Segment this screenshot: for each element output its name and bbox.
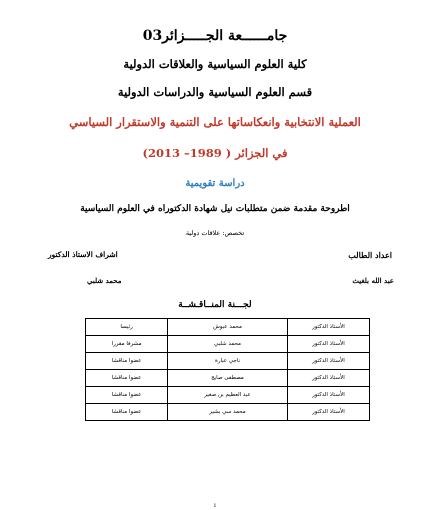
member-title: الأستاذ الدكتور (287, 370, 369, 387)
student-name: عبد الله بلغيث (352, 276, 394, 285)
thesis-title-line1: العملية الانتخابية وانعكاساتها على التنمية والاستقرار السياسي (69, 115, 361, 129)
university-name: جامــــــعة الجـــــزائر03 (142, 28, 288, 44)
member-role: عضوا مناقشا (86, 353, 168, 370)
supervisor-name: محمد شلبي (87, 276, 122, 285)
department-name: قسم العلوم السياسية والدراسات الدولية (117, 85, 313, 99)
member-title: الأستاذ الدكتور (287, 336, 369, 353)
student-label: اعداد الطالب (348, 250, 392, 260)
member-name: محمد عبوش (168, 319, 288, 336)
committee-row (86, 370, 370, 387)
thesis-title-line2: في الجزائر ( 1989– 2013) (142, 146, 288, 160)
member-role: عضوا مناقشا (86, 387, 168, 404)
faculty-name: كلية العلوم السياسية والعلاقات الدولية (123, 57, 307, 71)
member-name: محمد سي بشير (168, 404, 288, 421)
committee-row (86, 319, 370, 336)
committee-row (86, 336, 370, 353)
committee-row (86, 353, 370, 370)
committee-row (86, 404, 370, 421)
member-name: محمد شلبي (168, 336, 288, 353)
member-title: الأستاذ الدكتور (287, 353, 369, 370)
member-name: ناجي عبارة (168, 353, 288, 370)
member-role: رئيسا (86, 319, 168, 336)
member-role: عضوا مناقشا (86, 370, 168, 387)
specialization: تخصص: علاقات دولية (185, 229, 245, 237)
study-type: دراسة تقويمية (185, 178, 245, 189)
page-number: 1 (213, 503, 217, 509)
committee-table (85, 318, 370, 421)
committee-heading: لجـــنة المنــاقـشــة (178, 300, 252, 310)
member-title: الأستاذ الدكتور (287, 404, 369, 421)
member-name: مصطفى صايج (168, 370, 288, 387)
member-name: عبد العظيم بن صغير (168, 387, 288, 404)
member-role: عضوا مناقشا (86, 404, 168, 421)
member-title: الأستاذ الدكتور (287, 319, 369, 336)
committee-row (86, 387, 370, 404)
member-role: مشرفا مقررا (86, 336, 168, 353)
thesis-statement: اطروحة مقدمة ضمن متطلبات نيل شهادة الدكتوراه في العلوم السياسية (80, 204, 350, 214)
supervisor-label: اشراف الاستاذ الدكتور (48, 250, 118, 259)
member-title: الأستاذ الدكتور (287, 387, 369, 404)
